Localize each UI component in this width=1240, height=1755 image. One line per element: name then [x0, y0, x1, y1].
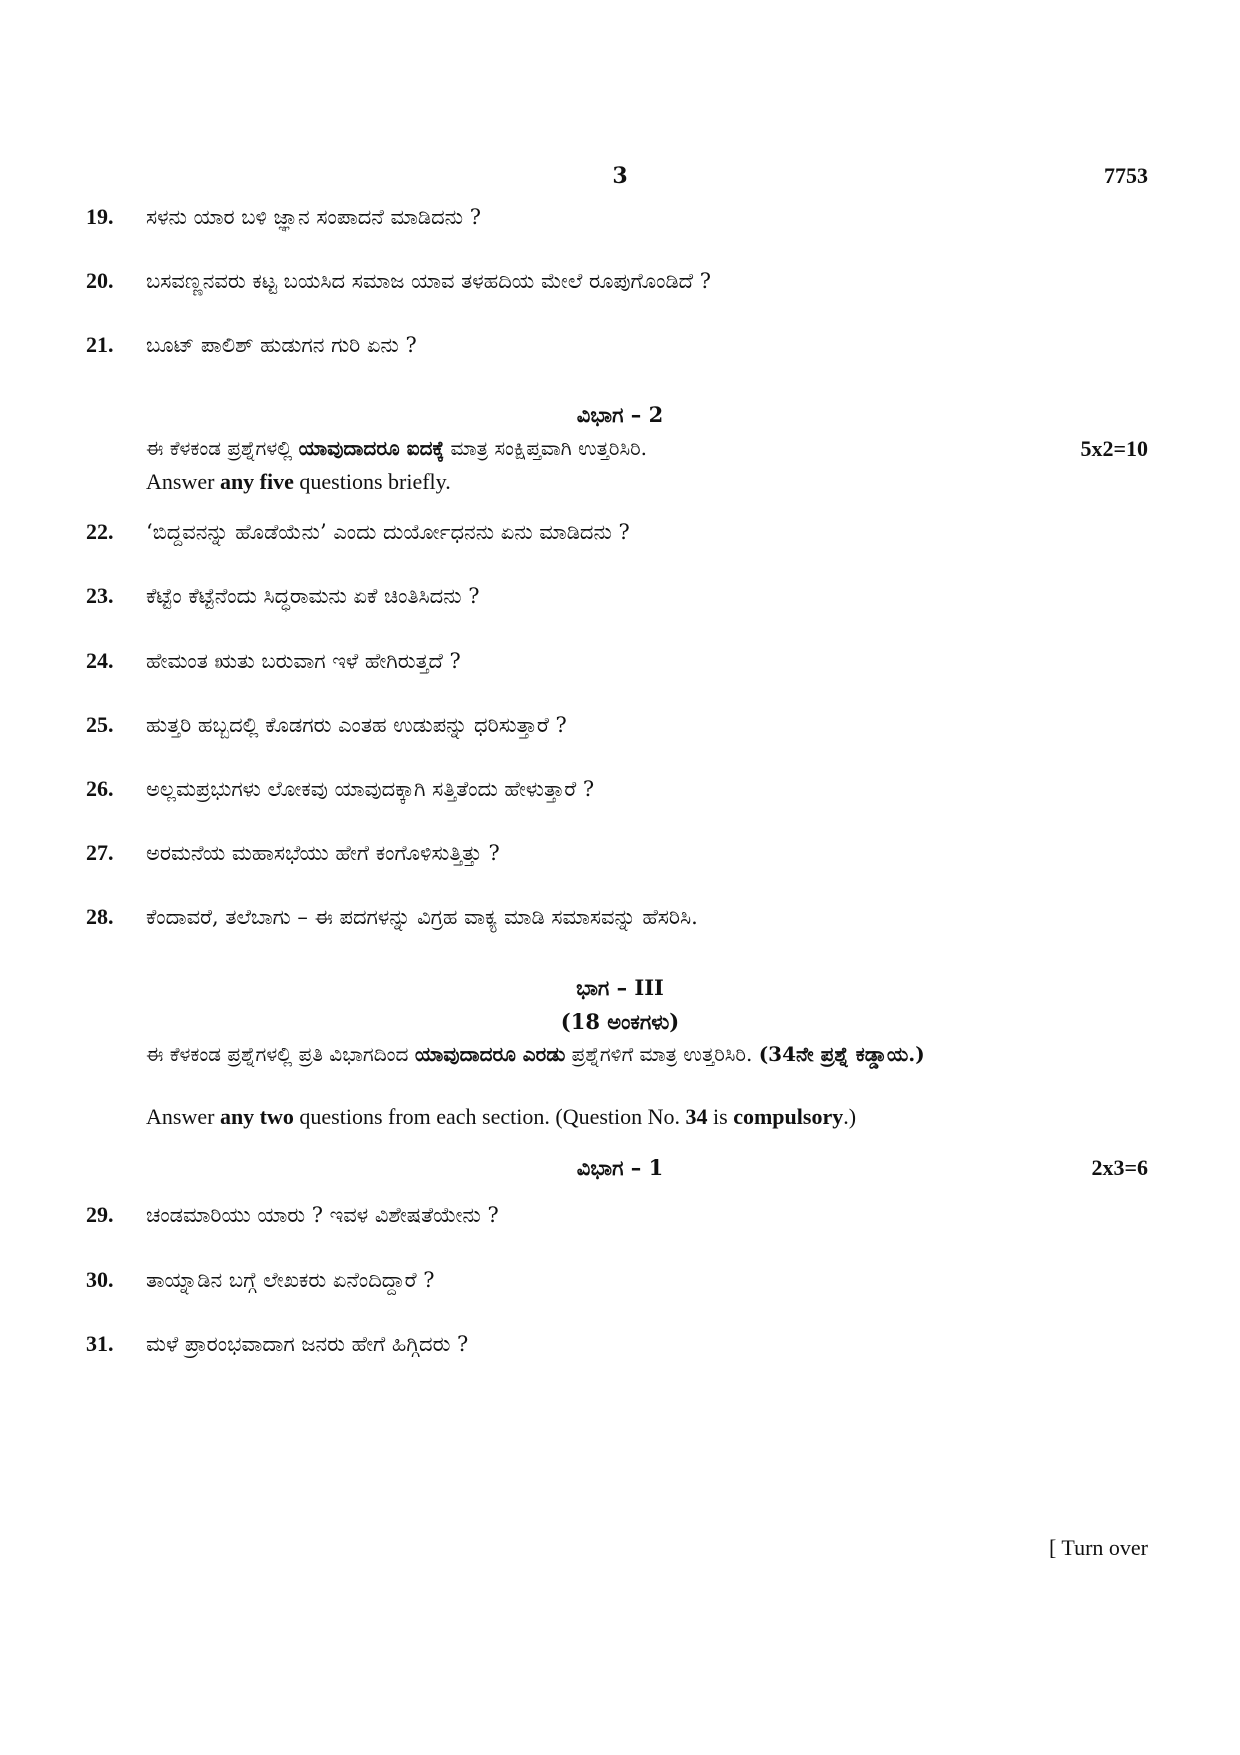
instruction-text: is: [707, 1104, 734, 1129]
question-number: 27.: [86, 840, 114, 865]
instruction-text: ಈ ಕೆಳಕಂಡ ಪ್ರಶ್ನೆಗಳಲ್ಲಿ: [146, 436, 299, 460]
question-24: [86, 646, 1148, 676]
paper-code: 7753: [1104, 163, 1148, 188]
question-number: 21.: [86, 332, 114, 357]
instruction-emphasis: compulsory: [733, 1104, 844, 1129]
part-instruction-kannada: [146, 1039, 1096, 1069]
question-number: 30.: [86, 1267, 114, 1292]
instruction-text: ಈ ಕೆಳಕಂಡ ಪ್ರಶ್ನೆಗಳಲ್ಲಿ ಪ್ರತಿ ವಿಭಾಗದಿಂದ: [146, 1042, 415, 1066]
instruction-text: ಮಾತ್ರ ಸಂಕ್ಷಿಪ್ತವಾಗಿ ಉತ್ತರಿಸಿರಿ.: [444, 436, 648, 460]
instruction-text: ಪ್ರಶ್ನೆಗಳಿಗೆ ಮಾತ್ರ ಉತ್ತರಿಸಿರಿ.: [565, 1042, 759, 1066]
instruction-emphasis: ಯಾವುದಾದರೂ ಐದಕ್ಕೆ: [298, 436, 445, 460]
section-heading-vibhaga-1: ವಿಭಾಗ – 1: [576, 1155, 664, 1180]
question-22: [86, 517, 1148, 547]
instruction-text: questions from each section. (Question No.: [293, 1104, 686, 1129]
section-instruction-english: [146, 469, 451, 495]
instruction-text: .): [843, 1104, 857, 1129]
question-21: [86, 330, 1148, 360]
question-number: 19.: [86, 204, 114, 229]
question-number: 26.: [86, 776, 114, 801]
question-number: 23.: [86, 583, 114, 608]
question-number: 31.: [86, 1331, 114, 1356]
question-text: ತಾಯ್ನಾಡಿನ ಬಗ್ಗೆ ಲೇಖಕರು ಏನೆಂದಿದ್ದಾರೆ ?: [146, 1268, 435, 1292]
question-number: 28.: [86, 904, 114, 929]
instruction-text: Answer: [146, 469, 220, 494]
question-23: [86, 581, 1148, 611]
question-27: [86, 838, 1148, 868]
question-number: 22.: [86, 519, 114, 544]
question-text: ‘ಬಿದ್ದವನನ್ನು ಹೊಡೆಯೆನು’ ಎಂದು ದುರ್ಯೋಧನನು ಏನು ಮಾಡಿದನು ?: [146, 520, 630, 544]
question-text: ಸಳನು ಯಾರ ಬಳಿ ಜ್ಞಾನ ಸಂಪಾದನೆ ಮಾಡಿದನು ?: [146, 205, 481, 229]
instruction-text: questions briefly.: [293, 469, 451, 494]
section-marks: 2x3=6: [1091, 1155, 1148, 1180]
instruction-compulsory-note: (34ನೇ ಪ್ರಶ್ನೆ ಕಡ್ಡಾಯ.): [758, 1042, 925, 1066]
question-text: ಕೆಂದಾವರೆ, ತಲೆಬಾಗು – ಈ ಪದಗಳನ್ನು ವಿಗ್ರಹ ವಾಕ್ಯ ಮಾಡಿ ಸಮಾಸವನ್ನು ಹೆಸರಿಸಿ.: [146, 905, 698, 929]
question-text: ಕೆಟ್ಟೆಂ ಕೆಟ್ಟೆನೆಂದು ಸಿದ್ಧರಾಮನು ಏಕೆ ಚಿಂತಿಸಿದನು ?: [146, 584, 480, 608]
question-number: 25.: [86, 712, 114, 737]
question-28: [86, 902, 1148, 932]
question-20: [86, 266, 1148, 296]
question-text: ಚಂಡಮಾರಿಯು ಯಾರು ? ಇವಳ ವಿಶೇಷತೆಯೇನು ?: [146, 1203, 499, 1227]
part-instruction-english: [146, 1104, 856, 1130]
question-number: 20.: [86, 268, 114, 293]
instruction-emphasis: 34: [685, 1104, 708, 1129]
question-text: ಹೇಮಂತ ಋತು ಬರುವಾಗ ಇಳೆ ಹೇಗಿರುತ್ತದೆ ?: [146, 649, 461, 673]
question-text: ಹುತ್ತರಿ ಹಬ್ಬದಲ್ಲಿ ಕೊಡಗರು ಎಂತಹ ಉಡುಪನ್ನು ಧರಿಸುತ್ತಾರೆ ?: [146, 713, 567, 737]
question-26: [86, 774, 1148, 804]
part-heading: ಭಾಗ – III: [576, 975, 664, 1000]
instruction-emphasis: ಯಾವುದಾದರೂ ಎರಡು: [414, 1042, 566, 1066]
instruction-text: Answer: [146, 1104, 220, 1129]
question-text: ಅರಮನೆಯ ಮಹಾಸಭೆಯು ಹೇಗೆ ಕಂಗೊಳಿಸುತ್ತಿತ್ತು ?: [146, 841, 500, 865]
question-29: [86, 1200, 1148, 1230]
instruction-emphasis: any two: [219, 1104, 294, 1129]
section-heading-vibhaga-2: ವಿಭಾಗ – 2: [576, 402, 664, 427]
instruction-emphasis: any five: [219, 469, 294, 494]
page-number: 3: [612, 163, 628, 189]
question-19: [86, 202, 1148, 232]
question-text: ಬೂಟ್ ಪಾಲಿಶ್ ಹುಡುಗನ ಗುರಿ ಏನು ?: [146, 333, 417, 357]
question-text: ಮಳೆ ಪ್ರಾರಂಭವಾದಾಗ ಜನರು ಹೇಗೆ ಹಿಗ್ಗಿದರು ?: [146, 1332, 469, 1356]
turn-over-note: [ Turn over: [1048, 1535, 1148, 1560]
question-25: [86, 710, 1148, 740]
question-text: ಬಸವಣ್ಣನವರು ಕಟ್ಟ ಬಯಸಿದ ಸಮಾಜ ಯಾವ ತಳಹದಿಯ ಮೇಲೆ ರೂಪುಗೊಂಡಿದೆ ?: [146, 269, 712, 293]
part-marks-subheading: (18 ಅಂಕಗಳು): [560, 1009, 680, 1034]
section-marks: 5x2=10: [1080, 436, 1148, 461]
question-30: [86, 1265, 1148, 1295]
question-31: [86, 1329, 1148, 1359]
question-number: 29.: [86, 1202, 114, 1227]
question-number: 24.: [86, 648, 114, 673]
question-text: ಅಲ್ಲಮಪ್ರಭುಗಳು ಲೋಕವು ಯಾವುದಕ್ಕಾಗಿ ಸತ್ತಿತೆಂದು ಹೇಳುತ್ತಾರೆ ?: [146, 777, 595, 801]
section-instruction-kannada: [146, 433, 647, 463]
